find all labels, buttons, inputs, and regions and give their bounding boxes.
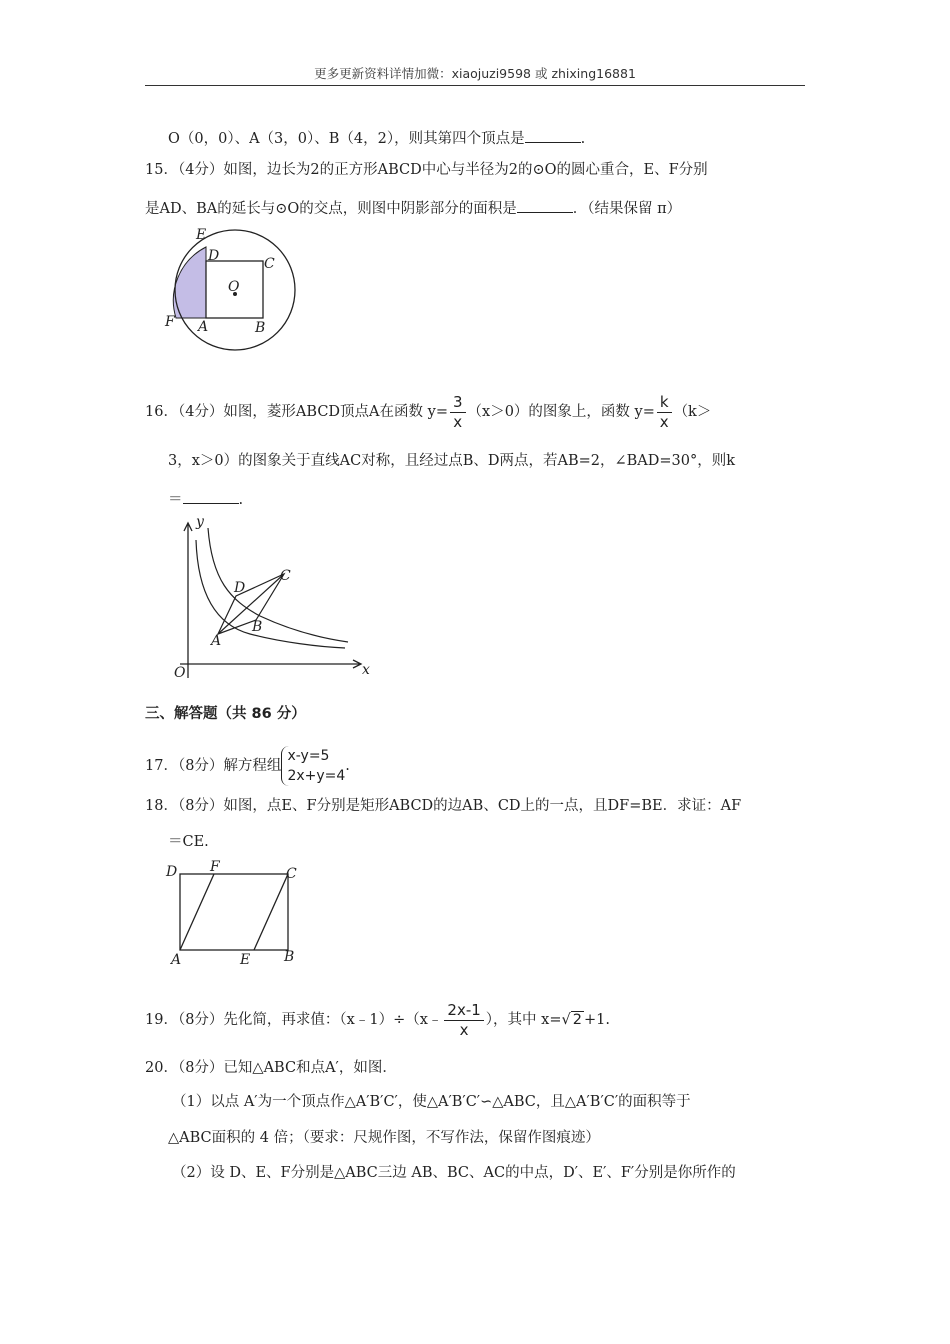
question-20-line3: △ABC面积的 4 倍；（要求：尺规作图，不写作法，保留作图痕迹）	[168, 1130, 600, 1146]
question-18-line1: 18．（8分）如图，点E、F分别是矩形ABCD的边AB、CD上的一点，且DF=BE．求证：AF	[145, 798, 742, 814]
question-20-line2: （1）以点 A′为一个顶点作△A′B′C′，使△A′B′C′∽△ABC，且△A′B′C′的面积等于	[172, 1094, 691, 1110]
question-16-line3	[168, 489, 243, 510]
figure-16-hyperbola-rhombus	[160, 510, 380, 690]
q19-text-a: 19．（8分）先化简，再求值：（x﹣1）÷（x﹣	[145, 1012, 443, 1028]
equation-1: x-y=5	[287, 748, 330, 764]
question-15-line1: 15．（4分）如图，边长为2的正方形ABCD中心与半径为2的⊙O的圆心重合，E、F分别	[145, 162, 708, 178]
q16-end: .	[238, 492, 244, 508]
label-f: F	[210, 859, 220, 875]
shaded-region	[173, 247, 206, 318]
label-c: C	[280, 568, 291, 584]
sqrt-expression	[561, 1011, 583, 1028]
q17-end: .	[345, 758, 350, 774]
q19-numerator: 2x-1	[444, 1001, 483, 1021]
diagonal-ac	[218, 574, 284, 634]
label-d: D	[208, 248, 220, 264]
question-16-line2: 3，x＞0）的图象关于直线AC对称，且经过点B、D两点，若AB=2，∠BAD=30°，则k	[168, 453, 736, 469]
label-o: O	[174, 665, 186, 681]
label-c: C	[286, 866, 297, 882]
question-17	[145, 744, 350, 788]
label-c: C	[264, 256, 275, 272]
figure-18-rectangle	[160, 856, 310, 971]
q15-text-b: ．（结果保留 π）	[572, 201, 682, 217]
rectangle-abcd	[180, 874, 288, 950]
sqrt-sign: √	[561, 1012, 571, 1028]
section-3-title: 三、解答题（共 86 分）	[145, 706, 306, 722]
label-f: F	[165, 314, 175, 330]
equation-2: 2x+y=4	[287, 768, 346, 784]
figure-15-circle-square	[160, 222, 310, 362]
sqrt-radicand: 2	[572, 1012, 582, 1028]
q16-eq: ＝	[168, 492, 183, 508]
fraction-k-over-x	[657, 393, 672, 432]
q16-text-b: （x＞0）的图象上，函数 y=	[467, 404, 655, 420]
label-b: B	[284, 949, 295, 965]
frac1-denominator: x	[453, 412, 463, 431]
label-a: A	[171, 952, 182, 968]
page-header: 更多更新资料详情加微：xiaojuzi9598 或 zhixing16881	[314, 66, 636, 81]
q16-text-c: （k＞	[673, 404, 712, 420]
label-e: E	[196, 227, 207, 243]
q19-text-c: +1.	[583, 1012, 610, 1028]
label-y: y	[196, 514, 204, 530]
fraction-2x-1-over-x	[444, 1001, 483, 1040]
curve-y-3-over-x	[196, 540, 345, 648]
label-x: x	[362, 662, 370, 678]
question-15-line2	[145, 198, 681, 219]
answer-blank-16	[183, 489, 239, 504]
segment-ce	[254, 874, 288, 950]
q17-prefix: 17．（8分）解方程组	[145, 758, 282, 774]
answer-blank-14	[525, 128, 581, 143]
equation-system	[281, 746, 345, 786]
frac2-denominator: x	[659, 412, 669, 431]
question-20-line1: 20．（8分）已知△ABC和点A′，如图．	[145, 1060, 397, 1076]
label-d: D	[166, 864, 178, 880]
label-b: B	[252, 619, 263, 635]
q14-text: O（0，0）、A（3，0）、B（4，2），则其第四个顶点是	[168, 131, 525, 147]
label-o: O	[228, 279, 240, 295]
q16-text-a: 16．（4分）如图，菱形ABCD顶点A在函数 y=	[145, 404, 448, 420]
label-e: E	[240, 952, 251, 968]
label-a: A	[198, 319, 209, 335]
q15-text-a: 是AD、BA的延长与⊙O的交点，则图中阴影部分的面积是	[145, 201, 517, 217]
label-d: D	[234, 580, 246, 596]
fraction-3-over-x	[450, 393, 466, 432]
header-divider	[145, 85, 805, 86]
question-16-line1	[145, 392, 711, 432]
question-18-line2: ＝CE.	[168, 834, 209, 850]
label-b: B	[255, 320, 266, 336]
question-19	[145, 1000, 610, 1040]
label-a: A	[211, 633, 222, 649]
q14-end: .	[580, 131, 586, 147]
question-20-line4: （2）设 D、E、F分别是△ABC三边 AB、BC、AC的中点，D′、E′、F′分别是你所作的	[172, 1165, 736, 1181]
q19-denominator: x	[459, 1020, 469, 1039]
frac2-numerator: k	[657, 393, 672, 413]
segment-af	[180, 874, 214, 950]
answer-blank-15	[517, 198, 573, 213]
q19-text-b: ），其中 x=	[485, 1012, 562, 1028]
frac1-numerator: 3	[450, 393, 466, 413]
question-14-tail	[168, 128, 585, 149]
